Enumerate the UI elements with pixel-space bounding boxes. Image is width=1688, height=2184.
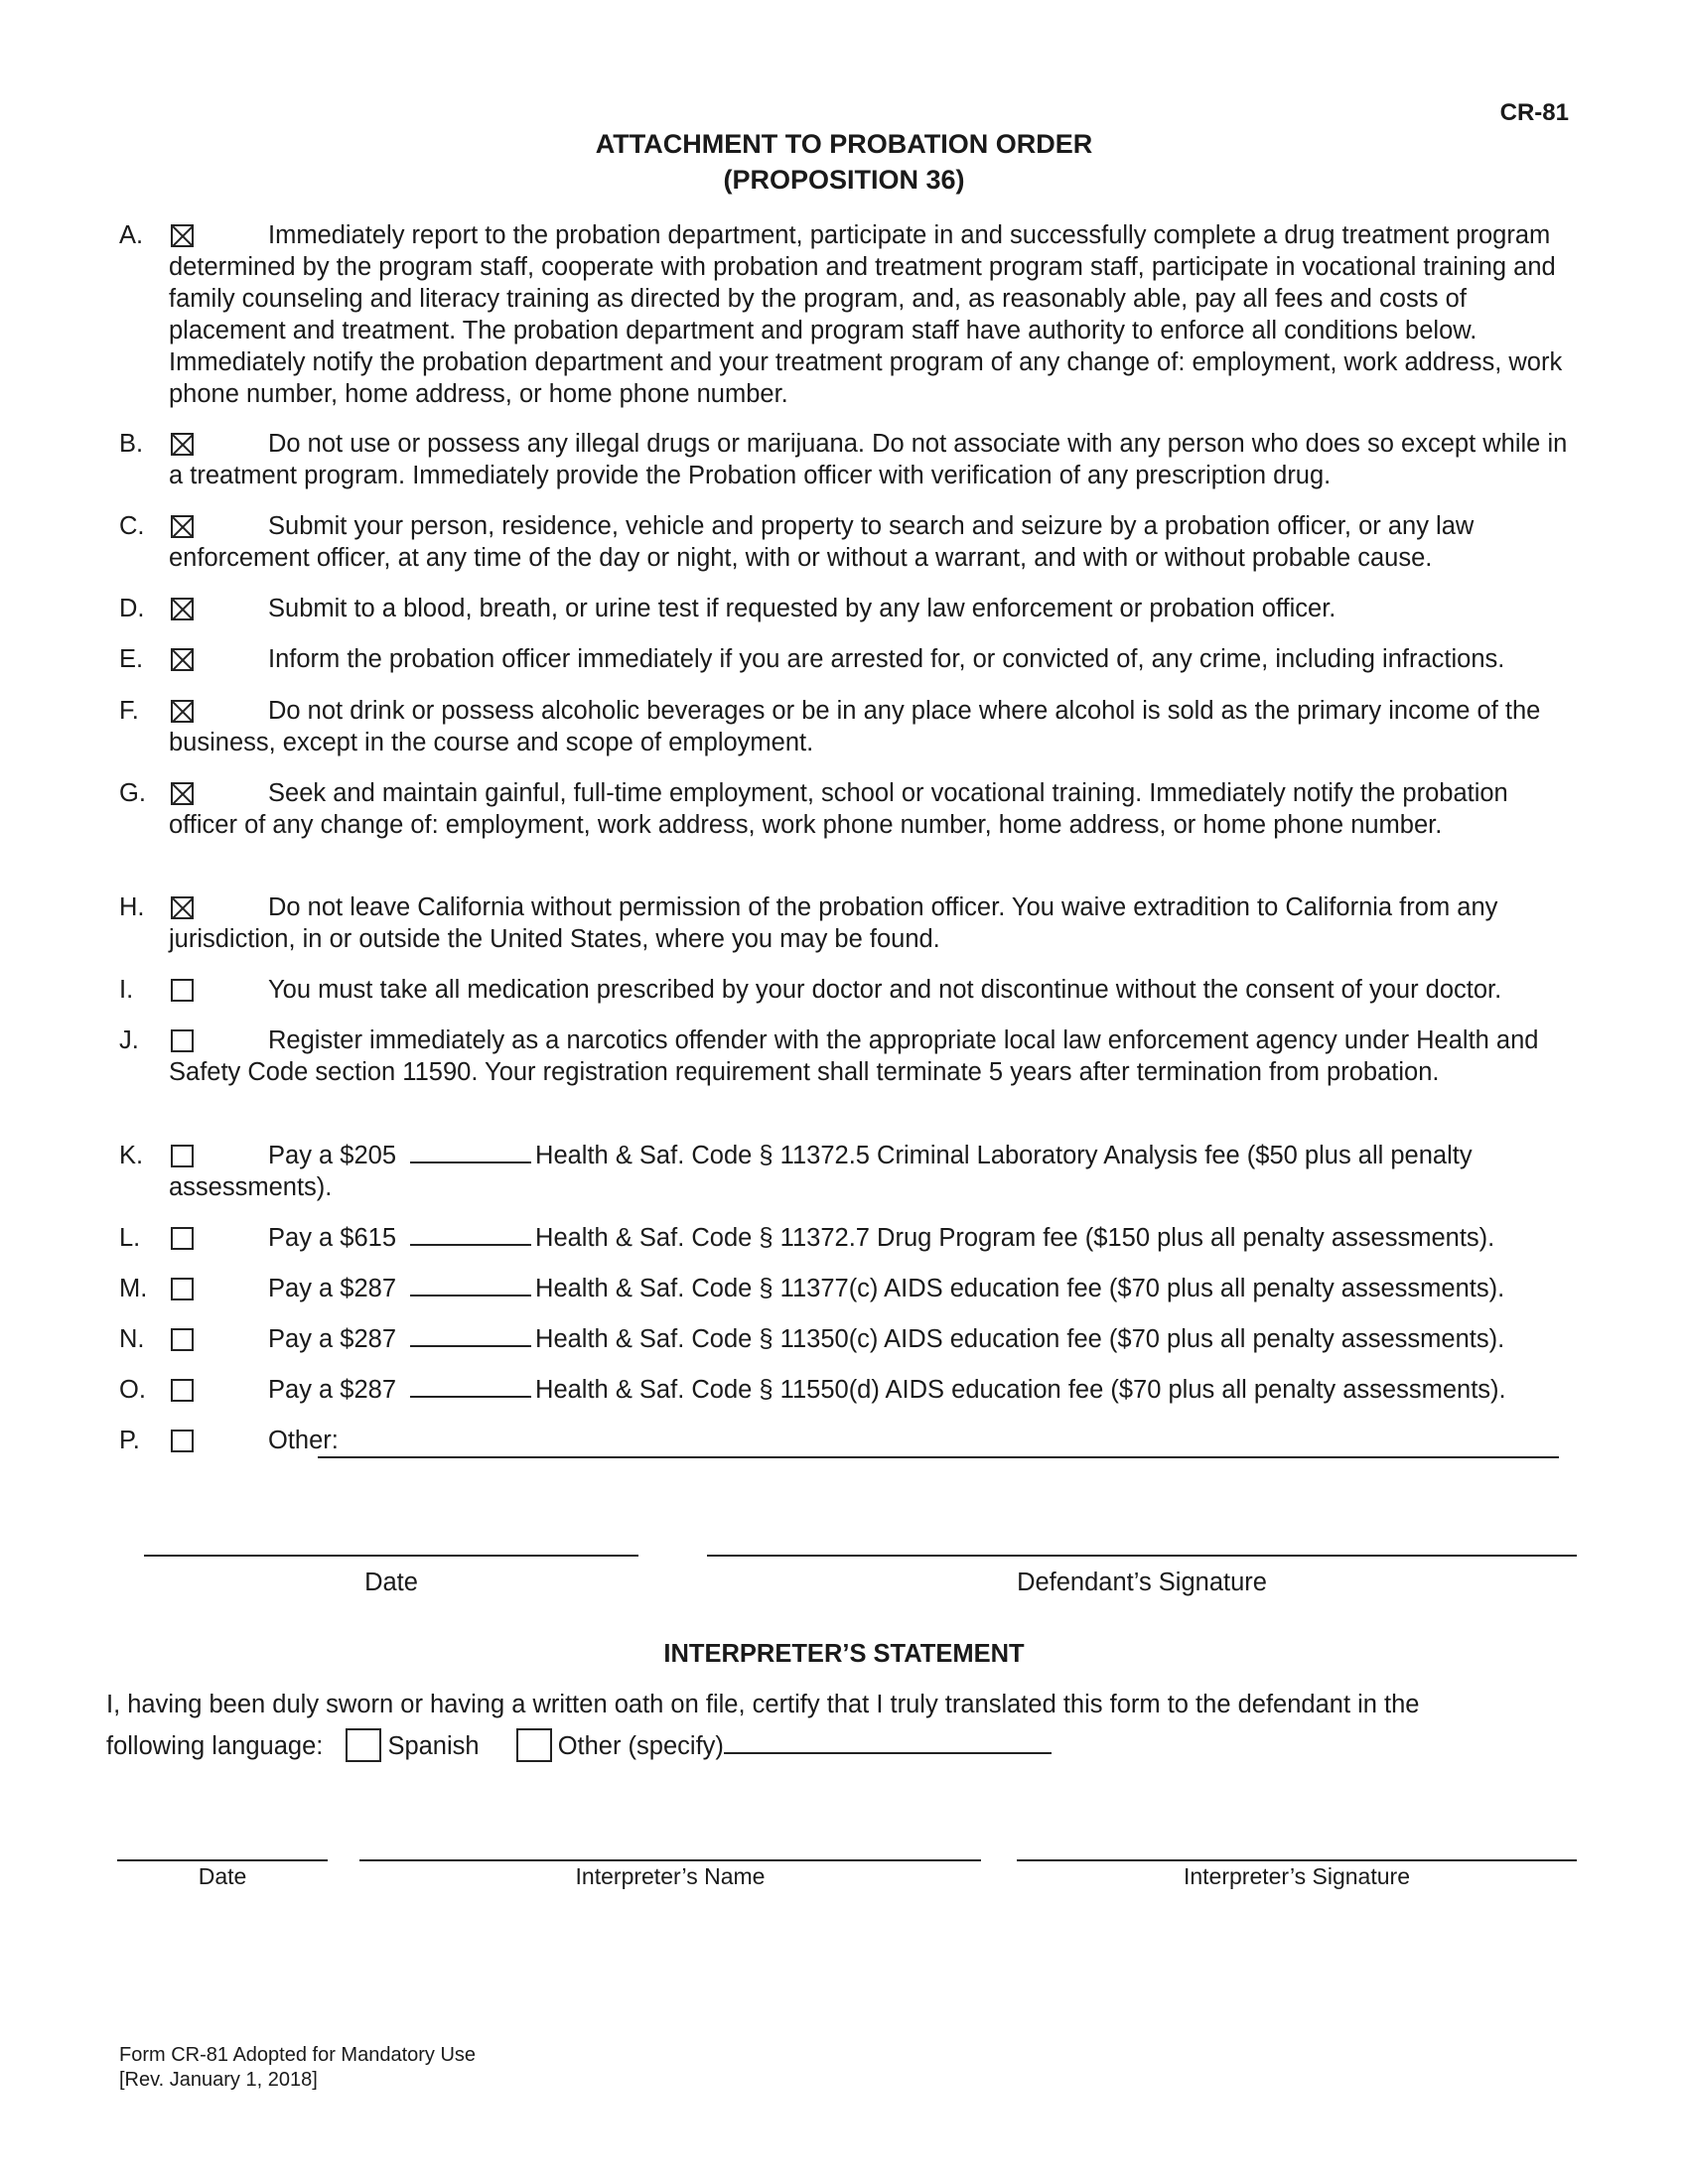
item-letter: A. [119, 221, 144, 249]
item-letter: N. [119, 1325, 145, 1353]
other-language-label: Other (specify) [557, 1732, 724, 1760]
item-letter: H. [119, 893, 145, 921]
condition-item-g [119, 777, 1569, 841]
other-language-field[interactable] [724, 1726, 1052, 1754]
item-text: Seek and maintain gainful, full-time employment, school or vocational training. Immediately notify the probation officer of any change of: employment, work address, work phone number, home address, or home phone number. [169, 779, 1508, 839]
item-letter: O. [119, 1376, 146, 1404]
item-text: Do not use or possess any illegal drugs or marijuana. Do not associate with any person who does so except while in a treatment program. Immediately provide the Probation officer with verification of any prescription drug. [169, 430, 1568, 489]
fee-description: Health & Saf. Code § 11372.5 Criminal Laboratory Analysis fee ($50 plus all penalty assessments). [169, 1142, 1473, 1201]
language-prompt: following language: [106, 1732, 324, 1760]
fee-item-n [119, 1323, 1569, 1355]
item-letter: M. [119, 1275, 148, 1302]
item-text: Register immediately as a narcotics offender with the appropriate local law enforcement agency under Health and Safety Code section 11590. Your registration requirement shall terminate 5 years after termination from probation. [169, 1026, 1539, 1086]
item-letter: G. [119, 779, 146, 807]
item-letter: B. [119, 430, 144, 458]
interpreter-signature-line[interactable] [1017, 1859, 1577, 1861]
spanish-checkbox[interactable] [346, 1728, 381, 1762]
page-subtitle: (PROPOSITION 36) [723, 165, 965, 195]
fee-blank-field[interactable] [410, 1140, 531, 1163]
fee-amount: Pay a $287 [268, 1376, 397, 1404]
checkbox-checked[interactable] [171, 648, 194, 671]
condition-item-h [119, 891, 1569, 955]
page-title: ATTACHMENT TO PROBATION ORDER [595, 129, 1093, 159]
form-footer [119, 2043, 476, 2093]
other-language-checkbox[interactable] [516, 1728, 552, 1762]
item-letter: F. [119, 697, 139, 725]
checkbox[interactable] [171, 1227, 194, 1250]
fee-description: Health & Saf. Code § 11550(d) AIDS education fee ($70 plus all penalty assessments). [535, 1376, 1506, 1404]
fee-amount: Pay a $205 [268, 1142, 397, 1169]
condition-item-e [119, 643, 1569, 675]
fee-blank-field[interactable] [410, 1222, 531, 1246]
date-label: Date [364, 1569, 418, 1596]
condition-item-j [119, 1024, 1569, 1088]
interpreter-heading: INTERPRETER’S STATEMENT [663, 1640, 1025, 1668]
defendant-signature-label: Defendant’s Signature [1017, 1569, 1267, 1596]
interpreter-language-line [106, 1725, 1566, 1767]
interpreter-name-label: Interpreter’s Name [575, 1863, 766, 1889]
checkbox-checked[interactable] [171, 433, 194, 456]
fee-amount: Pay a $615 [268, 1224, 397, 1252]
item-letter: J. [119, 1026, 139, 1054]
defendant-signature-line[interactable] [707, 1555, 1577, 1557]
checkbox[interactable] [171, 1278, 194, 1300]
checkbox[interactable] [171, 1328, 194, 1351]
item-text: Do not leave California without permission of the probation officer. You waive extradition to California from any jurisdiction, in or outside the United States, where you may be found. [169, 893, 1498, 953]
fee-item-text [119, 1140, 1569, 1203]
condition-item-f [119, 695, 1569, 758]
footer-revision: [Rev. January 1, 2018] [119, 2069, 318, 2091]
fee-item-m [119, 1273, 1569, 1304]
item-letter: D. [119, 595, 145, 622]
checkbox-checked[interactable] [171, 515, 194, 538]
fee-description: Health & Saf. Code § 11377(c) AIDS education fee ($70 plus all penalty assessments). [535, 1275, 1505, 1302]
other-item-p [119, 1425, 1569, 1456]
spanish-label: Spanish [387, 1732, 480, 1760]
fee-item-k [119, 1140, 1569, 1203]
condition-item-a [119, 219, 1569, 410]
fee-amount: Pay a $287 [268, 1325, 397, 1353]
fee-description: Health & Saf. Code § 11372.7 Drug Program fee ($150 plus all penalty assessments). [535, 1224, 1495, 1252]
item-text: Do not drink or possess alcoholic beverages or be in any place where alcohol is sold as the primary income of the business, except in the course and scope of employment. [169, 697, 1541, 756]
condition-item-i [119, 974, 1569, 1006]
fee-blank-field[interactable] [410, 1273, 531, 1297]
condition-item-b [119, 428, 1569, 491]
interpreter-statement-line1: I, having been duly sworn or having a written oath on file, certify that I truly translated this form to the defendant in the [106, 1691, 1420, 1718]
fee-item-text [119, 1222, 1569, 1254]
item-letter: E. [119, 645, 144, 673]
interpreter-date-label: Date [198, 1863, 247, 1889]
checkbox-checked[interactable] [171, 700, 194, 723]
date-signature-line[interactable] [144, 1555, 638, 1557]
item-letter: I. [119, 976, 134, 1004]
fee-description: Health & Saf. Code § 11350(c) AIDS education fee ($70 plus all penalty assessments). [535, 1325, 1505, 1353]
fee-item-o [119, 1374, 1569, 1406]
checkbox-checked[interactable] [171, 896, 194, 919]
interpreter-date-line[interactable] [117, 1859, 328, 1861]
interpreter-name-line[interactable] [359, 1859, 981, 1861]
item-letter: L. [119, 1224, 141, 1252]
checkbox-checked[interactable] [171, 598, 194, 620]
fee-item-text [119, 1374, 1569, 1406]
fee-blank-field[interactable] [410, 1374, 531, 1398]
item-letter: C. [119, 512, 145, 540]
other-label: Other: [268, 1427, 339, 1454]
item-text: Immediately report to the probation department, participate in and successfully complete a drug treatment program determined by the program staff, cooperate with probation and treatment program staff, participate in vocational training and family counseling and literacy training as directed by the program, and, as reasonably able, pay all fees and costs of placement and treatment. The probation department and program staff have authority to enforce all conditions below. Immediately notify the probation department and your treatment program of any change of: employment, work address, work phone number, home address, or home phone number. [169, 221, 1563, 408]
item-text: Submit to a blood, breath, or urine test if requested by any law enforcement or probation officer. [268, 595, 1336, 622]
other-specify-field[interactable] [318, 1454, 1559, 1458]
checkbox-checked[interactable] [171, 782, 194, 805]
checkbox[interactable] [171, 1029, 194, 1052]
interpreter-statement [106, 1684, 1566, 1767]
checkbox[interactable] [171, 1379, 194, 1402]
item-letter: P. [119, 1427, 140, 1454]
condition-item-c [119, 510, 1569, 574]
fee-amount: Pay a $287 [268, 1275, 397, 1302]
interpreter-signature-label: Interpreter’s Signature [1183, 1863, 1410, 1889]
item-letter: K. [119, 1142, 144, 1169]
fee-item-l [119, 1222, 1569, 1254]
item-text: Inform the probation officer immediately if you are arrested for, or convicted of, any crime, including infractions. [268, 645, 1505, 673]
form-number: CR-81 [1499, 99, 1569, 126]
checkbox[interactable] [171, 979, 194, 1002]
item-text: You must take all medication prescribed by your doctor and not discontinue without the consent of your doctor. [268, 976, 1502, 1004]
item-text: Submit your person, residence, vehicle and property to search and seizure by a probation officer, or any law enforcement officer, at any time of the day or night, with or without a warrant, and with or without probable cause. [169, 512, 1475, 572]
fee-blank-field[interactable] [410, 1323, 531, 1347]
checkbox-checked[interactable] [171, 224, 194, 247]
condition-item-d [119, 593, 1569, 624]
footer-adoption: Form CR-81 Adopted for Mandatory Use [119, 2044, 477, 2066]
fee-item-text [119, 1323, 1569, 1355]
fee-item-text [119, 1273, 1569, 1304]
checkbox[interactable] [171, 1430, 194, 1452]
checkbox[interactable] [171, 1145, 194, 1167]
